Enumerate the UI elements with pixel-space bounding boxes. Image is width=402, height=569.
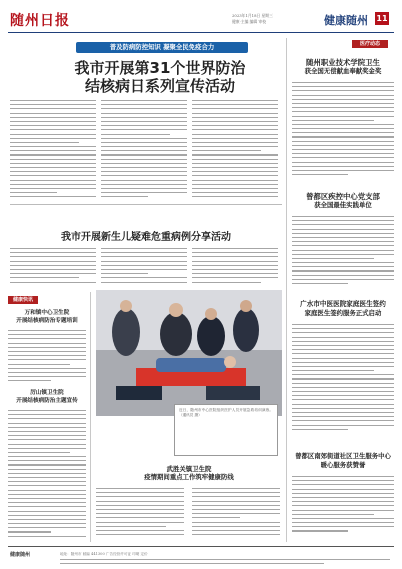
right-column-divider <box>286 38 287 542</box>
footer-title: 健康随州 <box>10 552 31 558</box>
center-bottom-body-col1 <box>96 488 184 540</box>
page-number: 11 <box>376 14 388 23</box>
right-column-tag: 医疗动态 <box>352 40 388 48</box>
right-story3-body <box>292 324 394 436</box>
second-headline: 我市开展新生儿疑难危重病例分享活动 <box>61 232 231 243</box>
right-story2-headline-line2: 获全国最佳实践单位 <box>314 201 372 209</box>
footer-fineprint <box>60 559 390 567</box>
center-bottom-headline-line2: 疫情期间重点工作筑牢健康防线 <box>144 473 234 481</box>
lead-bottom-rule <box>10 204 282 205</box>
footer-note: 地址：随州市 邮编 441300 广告经营许可证 印刷 定价 <box>60 552 148 556</box>
lead-body-col3 <box>192 100 278 200</box>
lead-body-col1 <box>10 100 96 200</box>
lead-body-col2 <box>101 100 187 200</box>
left-story2-headline-line1: 厉山镇卫生院 <box>30 390 64 396</box>
right-story4-headline-line2: 暖心服务获赞誉 <box>320 461 366 469</box>
section-title: 健康随州 <box>324 14 368 27</box>
right-story1-headline-line2: 获全国无偿献血奉献奖金奖 <box>304 67 382 75</box>
photo-caption: 近日，随州市中心医院组织医护人员开展急救培训演练。（通讯员 摄） <box>179 408 273 417</box>
left-column-tag: 健康快讯 <box>8 296 38 304</box>
center-bottom-headline-line1: 武胜关镇卫生院 <box>166 465 212 473</box>
lead-headline-line2: 结核病日系列宣传活动 <box>84 77 235 95</box>
edition-info: 健康·主编 编辑 审校 <box>232 19 266 24</box>
right-story4-body <box>292 476 394 540</box>
lead-kicker: 普及防病防控知识 凝聚全民免疫合力 <box>109 43 215 51</box>
training-photo <box>96 290 282 416</box>
center-bottom-body-col2 <box>192 488 280 540</box>
photo-caption-box <box>174 404 278 456</box>
left-story1-body <box>8 330 86 384</box>
second-body-col2 <box>101 248 187 284</box>
lead-kicker-ribbon <box>76 42 248 53</box>
left-story2-body <box>8 410 86 540</box>
date-line: 2023年1月18日 星期三 <box>232 13 273 18</box>
right-story3-headline-line1: 广水市中医医院家庭医生签约 <box>300 300 386 308</box>
left-story1-headline-line1: 万和镇中心卫生院 <box>24 310 70 316</box>
newspaper-logo: 随州日报 <box>10 13 70 29</box>
right-story1-body <box>292 82 394 182</box>
left-story2-headline-line2: 开展结核病防治主题宣传 <box>16 398 78 404</box>
left-column-divider <box>90 292 91 542</box>
left-story1-headline-line2: 开展结核病防治专题培训 <box>16 318 78 324</box>
footer-rule <box>8 546 394 547</box>
right-story1-headline-line1: 随州职业技术学院卫生 <box>306 58 380 67</box>
masthead-rule <box>8 32 394 33</box>
right-story3-headline-line2: 家庭医生签约服务正式启动 <box>304 309 382 317</box>
second-body-col3 <box>192 248 278 284</box>
right-story2-body <box>292 216 394 290</box>
lead-headline-line1: 我市开展第31个世界防治 <box>74 59 246 77</box>
right-story2-headline-line1: 曾都区疾控中心党支部 <box>306 192 380 201</box>
second-body-col1 <box>10 248 96 284</box>
right-story4-headline-line1: 曾都区南郊街道社区卫生服务中心 <box>295 452 391 460</box>
photo-illustration <box>96 290 282 416</box>
